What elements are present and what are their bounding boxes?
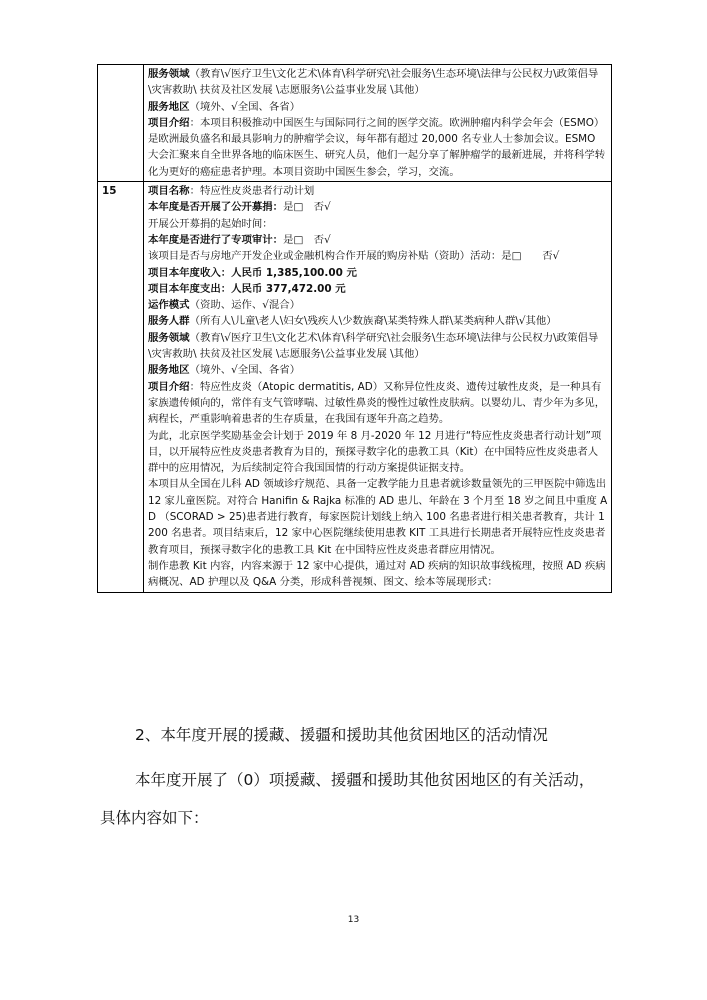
intro-value: ：本项目积极推动中国医生与国际同行之间的医学交流。欧洲肿瘤内科学会年会（ESMO）是欧洲最负盛名和最具影响力的肿瘤学会议，每年都有超过 20,000 名专业人士参加会议。ESMO 大会汇聚来自全世界各地的临床医生、研究人员，他们一起分享了解肿瘤学的最新进展，并将科学转化为更好的癌症患者护理。本项目资助中国医生参会，学习，交流。 <box>148 116 606 178</box>
project-details-cell <box>144 65 612 182</box>
service-area-value: （境外、√全国、各省） <box>189 364 301 377</box>
section-paragraph-continued: 具体内容如下： <box>100 809 209 827</box>
project-name-value: ：特应性皮炎患者行动计划 <box>189 185 315 198</box>
service-population-value: （所有人\儿童\老人\妇女\残疾人\少数族裔\某类特殊人群\某类病种人群\√其他） <box>189 315 557 328</box>
fundraising-start-time: 开展公开募捐的起始时间： <box>148 217 273 230</box>
intro-paragraph-3: 本项目从全国在儿科 AD 领域诊疗规范、具备一定教学能力且患者就诊数量领先的三甲医院中筛选出 12 家儿童医院。对符合 Hanifin & Rajka 标准的 AD 患儿、年龄在 3 个月至 18 岁之间且中重度 AD （SCORAD > 25)患者进行教育，每家医院计划线上纳入 100 名患者进行相关患者教育，共计 1200 名患者。项目结束后，12 家中心医院继续使用患教 KIT 工具进行长期患者开展特应性皮炎患者教育项目，预探寻数字化的患教工具 Kit 在中国特应性皮炎患者群应用情况。 <box>148 478 608 556</box>
annual-income: 项目本年度收入：人民币 1,385,100.00 元 <box>148 266 357 279</box>
housing-subsidy: 该项目是否与房地产开发企业或金融机构合作开展的购房补贴（资助）活动：是□ 否√ <box>148 250 560 263</box>
annual-expense: 项目本年度支出：人民币 377,472.00 元 <box>148 282 346 295</box>
operation-mode-value: （资助、运作、√混合） <box>189 299 301 312</box>
project-table <box>97 64 612 593</box>
intro-label: 项目介绍 <box>148 116 190 129</box>
intro-label: 项目介绍 <box>148 380 190 393</box>
operation-mode-label: 运作模式 <box>148 299 190 312</box>
special-audit-value: 是□ 否√ <box>283 233 331 246</box>
section-paragraph: 本年度开展了（0）项援藏、援疆和援助其他贫困地区的有关活动， <box>135 771 595 789</box>
table-row <box>98 65 612 182</box>
service-area-label: 服务地区 <box>148 364 190 377</box>
service-area-value: （境外、√全国、各省） <box>189 100 301 113</box>
service-population-label: 服务人群 <box>148 315 190 328</box>
table-row <box>98 182 612 592</box>
intro-value: ：特应性皮炎（Atopic dermatitis, AD）又称异位性皮炎、遗传过敏性皮炎，是一种具有家族遗传倾向的，常伴有支气管哮喘、过敏性鼻炎的慢性过敏性皮肤病。以婴幼儿、青少年为多见，病程长，严重影响着患者的生存质量，在我国有逐年升高之趋势。 <box>148 380 606 426</box>
public-fundraising-value: 是□ 否√ <box>283 201 331 214</box>
section-heading: 2、本年度开展的援藏、援疆和援助其他贫困地区的活动情况 <box>135 726 548 744</box>
service-field-label: 服务领域 <box>148 68 190 80</box>
public-fundraising-label: 本年度是否开展了公开募捐： <box>148 201 284 214</box>
service-field-label: 服务领域 <box>148 331 190 344</box>
project-details-cell <box>144 182 612 592</box>
project-name-label: 项目名称 <box>148 185 190 198</box>
service-field-value: （教育\√医疗卫生\文化艺术\体育\科学研究\社会服务\生态环境\法律与公民权力\政策倡导\灾害救助\ 扶贫及社区发展 \志愿服务\公益事业发展 \其他） <box>148 331 599 361</box>
intro-paragraph-4: 制作患教 Kit 内容，内容来源于 12 家中心提供，通过对 AD 疾病的知识故事线梳理，按照 AD 疾病病概况、AD 护理以及 Q&A 分类，形成科普视频、图文、绘本等展现形式： <box>148 559 606 589</box>
row-number-cell: 15 <box>98 182 144 592</box>
service-field-value: （教育\√医疗卫生\文化艺术\体育\科学研究\社会服务\生态环境\法律与公民权力\政策倡导\灾害救助\ 扶贫及社区发展 \志愿服务\公益事业发展 \其他） <box>148 68 599 97</box>
intro-paragraph-2: 为此，北京医学奖励基金会计划于 2019 年 8 月-2020 年 12 月进行“特应性皮炎患者行动计划”项目，以开展特应性皮炎患者教育为目的，预探寻数字化的患教工具（Kit）在中国特应性皮炎患者人群中的应用情况，为后续制定符合我国国情的行动方案提供证据支持。 <box>148 429 602 475</box>
special-audit-label: 本年度是否进行了专项审计： <box>148 233 284 246</box>
row-number-cell <box>98 65 144 182</box>
service-area-label: 服务地区 <box>148 100 190 113</box>
page-number: 13 <box>347 915 360 925</box>
